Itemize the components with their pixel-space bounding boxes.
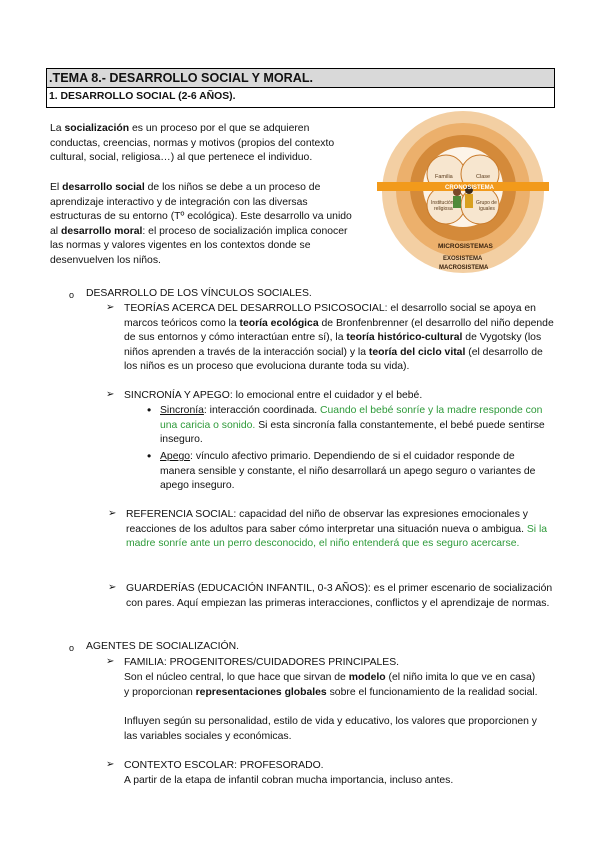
label-familia: Familia <box>435 174 453 180</box>
label-institucion-2: religiosa <box>434 206 453 212</box>
familia-influence: Influyen según su personalidad, estilo de vida y educativo, los valores que proporcionen y las variables sociales y económicas. <box>124 716 537 742</box>
arrow-bullet-icon: ➢ <box>106 302 115 313</box>
arrow-bullet-icon: ➢ <box>106 389 115 400</box>
guarderias-paragraph: GUARDERÍAS (EDUCACIÓN INFANTIL, 0-3 AÑOS): es el primer escenario de socialización con pares. Aquí empiezan las primeras interacciones, conflictos y el aprendizaje de normas. <box>126 583 553 609</box>
arrow-bullet-icon: ➢ <box>108 582 117 593</box>
label-institucion-1: Institución <box>431 200 454 206</box>
sincronia-title: SINCRONÍA Y APEGO: lo emocional entre el cuidador y el bebé. <box>124 390 423 401</box>
escolar-title: CONTEXTO ESCOLAR: PROFESORADO. <box>124 760 324 771</box>
page-title: .TEMA 8.- DESARROLLO SOCIAL Y MORAL. <box>46 68 555 88</box>
list-marker: o <box>69 290 75 300</box>
label-microsistemas: MICROSISTEMAS <box>438 243 493 250</box>
section-heading: 1. DESARROLLO SOCIAL (2-6 AÑOS). <box>46 88 555 108</box>
list-marker: o <box>69 643 75 653</box>
bullet-dot-icon: • <box>147 449 152 463</box>
sincronia-bullet: Sincronía: interacción coordinada. Cuando el bebé sonríe y la madre responde con una caricia o sonido. Si esta sincronía falla constantemente, el bebé puede sentirse inseguro. <box>160 405 545 446</box>
familia-paragraph: Son el núcleo central, lo que hace que sirvan de modelo (el niño imita lo que ve en casa) y proporcionan representaciones globales sobre el funcionamiento de la realidad social. <box>124 672 538 698</box>
label-clase: Clase <box>476 174 491 180</box>
section-title-vinculos: DESARROLLO DE LOS VÍNCULOS SOCIALES. <box>86 288 312 299</box>
intro-paragraph-2: El desarrollo social de los niños se debe a un proceso de aprendizaje interactivo y de integración con las diversas estructuras de su entorno (Tº ecológica). Este desarrollo va unido al desarrollo moral: el proceso de socialización implica conocer las normas y valores vigentes en los contextos donde se desenvuelven los niños. <box>50 182 352 266</box>
escolar-paragraph: A partir de la etapa de infantil cobran mucha importancia, incluso antes. <box>124 775 454 786</box>
label-grupo-2: iguales <box>479 206 495 212</box>
arrow-bullet-icon: ➢ <box>108 508 117 519</box>
apego-bullet: Apego: vínculo afectivo primario. Dependiendo de si el cuidador responde de manera sensible y constante, el niño desarrollará un apego seguro o variantes de apego inseguro. <box>160 451 536 492</box>
label-grupo-1: Grupo de <box>476 200 497 206</box>
familia-title: FAMILIA: PROGENITORES/CUIDADORES PRINCIPALES. <box>124 657 400 668</box>
referencia-paragraph: REFERENCIA SOCIAL: capacidad del niño de observar las expresiones emocionales y reacciones de los adultos para saber cómo interpretar una situación nueva o ambigua. Si la madre sonríe ante un perro desconocido, el niño entenderá que es seguro acercarse. <box>126 509 548 550</box>
label-cronosistema: CRONOSISTEMA <box>445 185 495 191</box>
ecological-model-diagram <box>373 110 553 275</box>
arrow-bullet-icon: ➢ <box>106 759 115 770</box>
section-title-agentes: AGENTES DE SOCIALIZACIÓN. <box>86 641 240 652</box>
label-exosistema: EXOSISTEMA <box>443 256 483 262</box>
arrow-bullet-icon: ➢ <box>106 656 115 667</box>
teorias-paragraph: TEORÍAS ACERCA DEL DESARROLLO PSICOSOCIAL: el desarrollo social se apoya en marcos teóricos como la teoría ecológica de Bronfenbrenner (el desarrollo del niño depende de sus entornos y cómo interactúan entre sí), la teoría histórico-cultural de Vygotsky (los niños aprenden a través de la interacción social) y la teoría del ciclo vital (el desarrollo de los niños es un proceso que evoluciona durante toda su vida). <box>124 303 554 373</box>
bullet-dot-icon: • <box>147 403 152 417</box>
intro-paragraph-1: La socialización es un proceso por el que se adquieren conductas, creencias, normas y motivos (propios del contexto cultural, social, religiosa…) al que pertenece el individuo. <box>50 123 335 164</box>
label-macrosistema: MACROSISTEMA <box>439 265 489 271</box>
